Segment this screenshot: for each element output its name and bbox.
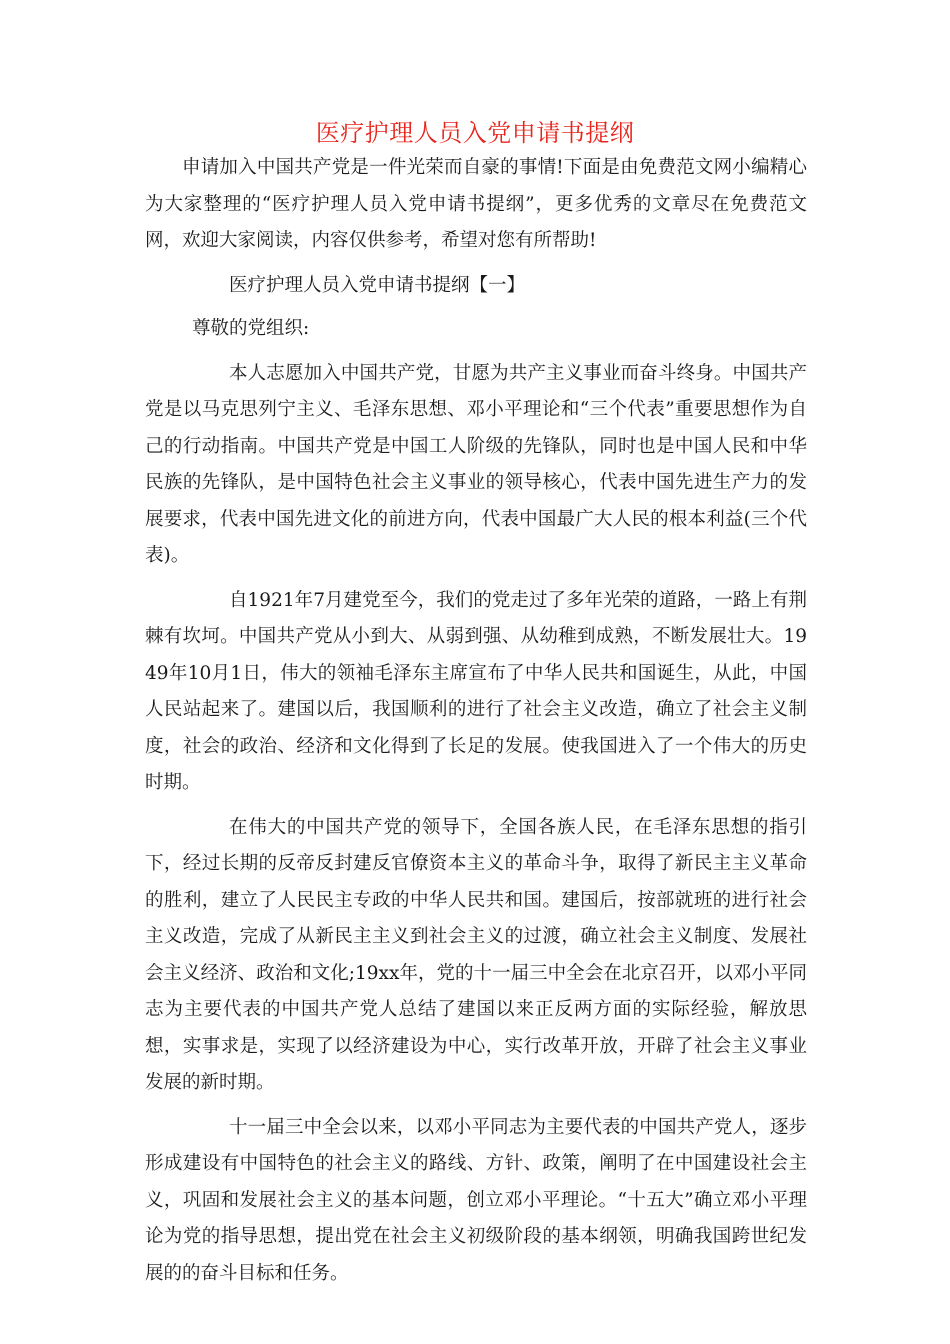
- body-paragraph-2: 自1921年7月建党至今，我们的党走过了多年光荣的道路，一路上有荆棘有坎坷。中国共产党从小到大、从弱到强、从幼稚到成熟，不断发展壮大。1949年10月1日，伟大的领袖毛泽东主席宣布了中华人民共和国诞生，从此，中国人民站起来了。建国以后，我国顺利的进行了社会主义改造，确立了社会主义制度，社会的政治、经济和文化得到了长足的发展。使我国进入了一个伟大的历史时期。: [145, 589, 807, 793]
- document-title: 医疗护理人员入党申请书提纲: [315, 119, 635, 147]
- body-paragraph-4: 十一届三中全会以来，以邓小平同志为主要代表的中国共产党人，逐步形成建设有中国特色的社会主义的路线、方针、政策，阐明了在中国建设社会主义，巩固和发展社会主义的基本问题，创立邓小平理论。“十五大”确立邓小平理论为党的指导思想，提出党在社会主义初级阶段的基本纲领，明确我国跨世纪发展的的奋斗目标和任务。: [145, 1116, 807, 1284]
- section-heading: 医疗护理人员入党申请书提纲【一】: [229, 274, 526, 296]
- intro-paragraph: 申请加入中国共产党是一件光荣而自豪的事情!下面是由免费范文网小编精心为大家整理的“医疗护理人员入党申请书提纲”，更多优秀的文章尽在免费范文网，欢迎大家阅读，内容仅供参考，希望对您有所帮助!: [145, 157, 807, 251]
- body-paragraph-3: 在伟大的中国共产党的领导下，全国各族人民，在毛泽东思想的指引下，经过长期的反帝反封建反官僚资本主义的革命斗争，取得了新民主主义革命的胜利，建立了人民民主专政的中华人民共和国。建国后，按部就班的进行社会主义改造，完成了从新民主主义到社会主义的过渡，确立社会主义制度、发展社会主义经济、政治和文化;19xx年，党的十一届三中全会在北京召开，以邓小平同志为主要代表的中国共产党人总结了建国以来正反两方面的实际经验，解放思想，实事求是，实现了以经济建设为中心，实行改革开放，开辟了社会主义事业发展的新时期。: [145, 816, 807, 1093]
- salutation: 尊敬的党组织:: [192, 318, 310, 339]
- body-paragraph-1: 本人志愿加入中国共产党，甘愿为共产主义事业而奋斗终身。中国共产党是以马克思列宁主义、毛泽东思想、邓小平理论和“三个代表”重要思想作为自己的行动指南。中国共产党是中国工人阶级的先锋队，同时也是中国人民和中华民族的先锋队，是中国特色社会主义事业的领导核心，代表中国先进生产力的发展要求，代表中国先进文化的前进方向，代表中国最广大人民的根本利益(三个代表)。: [145, 362, 807, 566]
- document-body: [145, 150, 807, 1292]
